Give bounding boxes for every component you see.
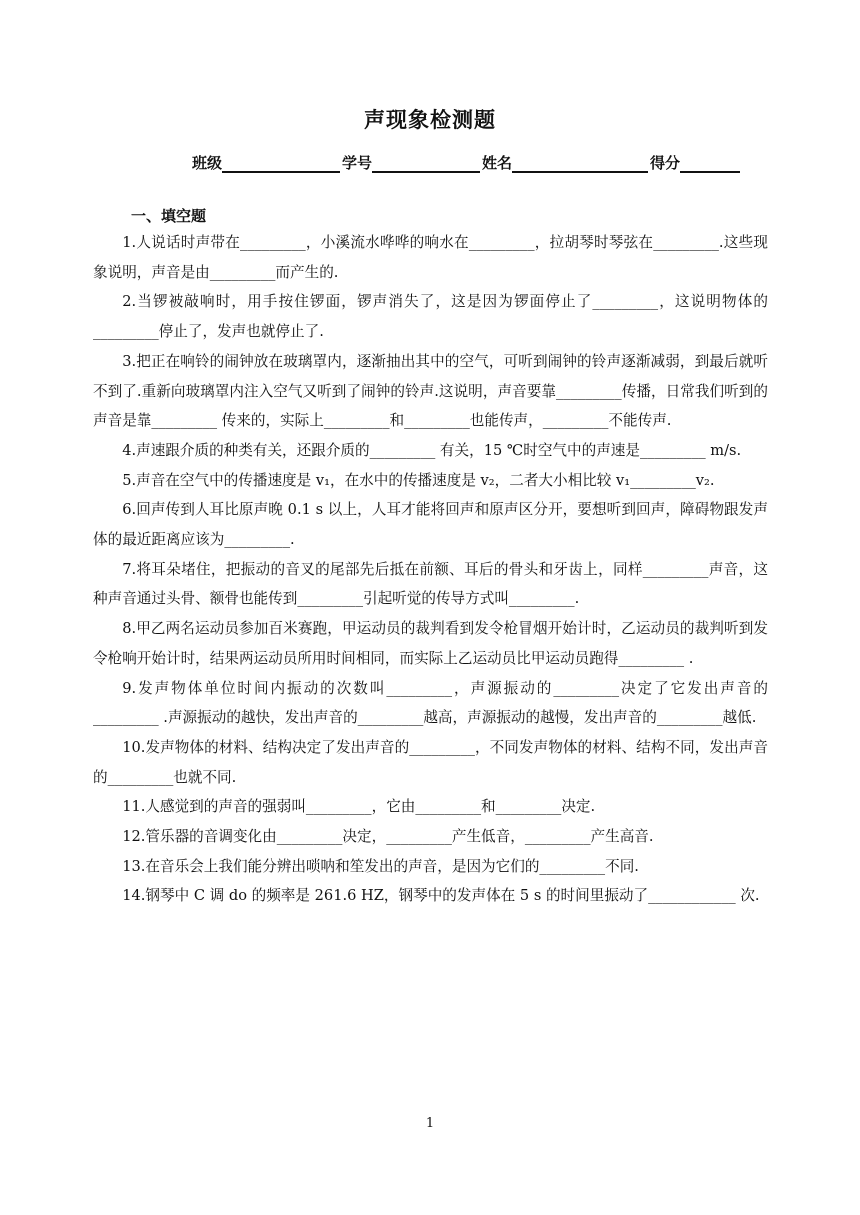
- page-title: 声现象检测题: [364, 108, 496, 132]
- question-item: 13.在音乐会上我们能分辨出唢呐和笙发出的声音，是因为它们的_________不同.: [122, 857, 639, 875]
- question-list: [93, 228, 768, 911]
- question-item: 7.将耳朵堵住，把振动的音叉的尾部先后抵在前额、耳后的骨头和牙齿上，同样_________声音，这种声音通过头骨、额骨也能传到_________引起听觉的传导方式叫_________.: [93, 560, 768, 608]
- name-field[interactable]: [512, 153, 648, 173]
- question-item: 11.人感觉到的声音的强弱叫_________，它由_________和_________决定.: [122, 798, 596, 816]
- number-label: 学号: [342, 154, 373, 172]
- question-item: 4.声速跟介质的种类有关，还跟介质的_________ 有关，15 ℃时空气中的声速是_________ m/s.: [122, 441, 742, 459]
- section-title: 一、填空题: [131, 207, 207, 225]
- page-number: 1: [425, 1116, 435, 1131]
- question-item: 12.管乐器的音调变化由_________决定，_________产生低音，_________产生高音.: [122, 828, 654, 846]
- student-info-line: [192, 147, 742, 173]
- question-item: 6.回声传到人耳比原声晚 0.1 s 以上，人耳才能将回声和原声区分开，要想听到回声，障碍物跟发声体的最近距离应该为_________.: [93, 501, 768, 549]
- name-label: 姓名: [482, 154, 513, 172]
- class-label: 班级: [192, 154, 223, 172]
- score-field[interactable]: [680, 153, 740, 173]
- question-item: 3.把正在响铃的闹钟放在玻璃罩内，逐渐抽出其中的空气，可听到闹钟的铃声逐渐减弱，到最后就听不到了.重新向玻璃罩内注入空气又听到了闹钟的铃声.这说明，声音要靠_________传播，日常我们听到的声音是靠_________ 传来的，实际上_________和_________也能传声，_________不能传声.: [93, 352, 768, 430]
- question-item: 8.甲乙两名运动员参加百米赛跑，甲运动员的裁判看到发令枪冒烟开始计时，乙运动员的裁判听到发令枪响开始计时，结果两运动员所用时间相同，而实际上乙运动员比甲运动员跑得_________ .: [93, 620, 768, 667]
- question-item: 9.发声物体单位时间内振动的次数叫_________，声源振动的_________决定了它发出声音的_________ .声源振动的越快，发出声音的_________越高，声源振动的越慢，发出声音的_________越低.: [93, 679, 768, 727]
- question-item: 10.发声物体的材料、结构决定了发出声音的_________，不同发声物体的材料、结构不同，发出声音的_________也就不同.: [93, 738, 768, 786]
- question-item: 1.人说话时声带在_________，小溪流水哗哗的响水在_________，拉胡琴时琴弦在_________.这些现象说明，声音是由_________而产生的.: [93, 234, 768, 281]
- number-field[interactable]: [372, 153, 480, 173]
- score-label: 得分: [650, 154, 681, 172]
- class-field[interactable]: [222, 153, 340, 173]
- question-item: 14.钢琴中 C 调 do 的频率是 261.6 HZ，钢琴中的发声体在 5 s 的时间里振动了____________ 次.: [122, 887, 760, 905]
- question-item: 5.声音在空气中的传播速度是 v₁，在水中的传播速度是 v₂，二者大小相比较 v₁_________v₂.: [122, 471, 715, 489]
- question-item: 2.当锣被敲响时，用手按住锣面，锣声消失了，这是因为锣面停止了_________，这说明物体的_________停止了，发声也就停止了.: [93, 293, 768, 341]
